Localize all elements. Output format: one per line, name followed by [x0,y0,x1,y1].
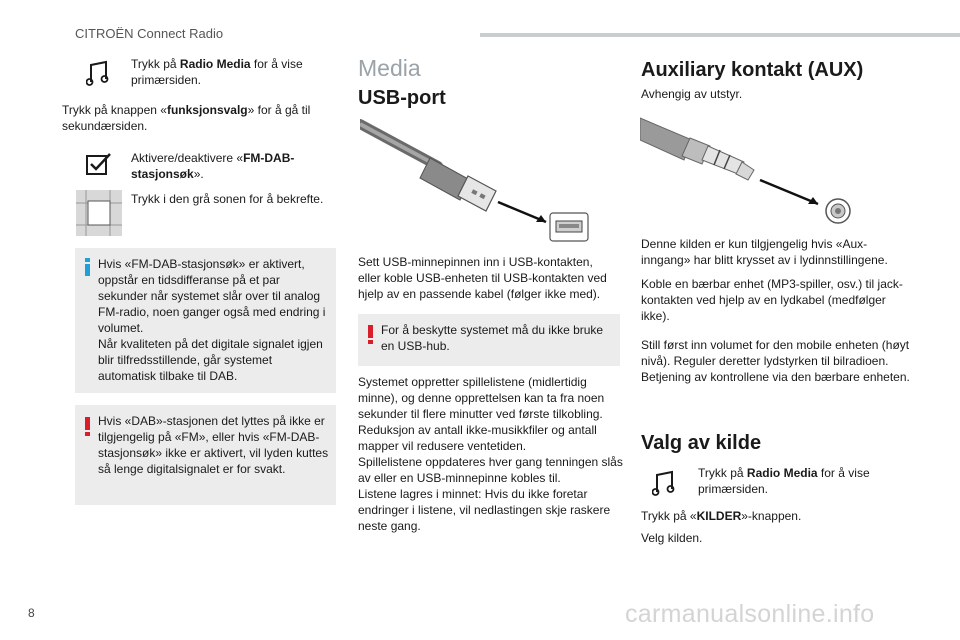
middle-p1: Sett USB-minnepinnen inn i USB-kontakten, eller koble USB-enheten til USB-kontakten ved hjelp av en passende kabel (følger ikke med). [358,255,607,301]
left-p4: Trykk i den grå sonen for å bekrefte. [131,192,324,206]
left-p1: Trykk på Radio Media for å vise primærsiden. [131,57,303,87]
heading-source-select: Valg av kilde [641,432,762,454]
left-p3: Aktivere/deaktivere «FM-DAB-stasjonsøk». [131,151,295,181]
heading-usb-port: USB-port [358,87,446,109]
exclamation-icon [85,417,90,436]
right-p5: Trykk på Radio Media for å vise primærsiden. [698,466,870,496]
music-note-icon [86,60,110,86]
warning-box-middle-text: For å beskytte systemet må du ikke bruke en USB-hub. [381,323,604,353]
right-p6: Trykk på «KILDER»-knappen. [641,509,802,523]
jack-plug-illustration [640,110,855,230]
warning-box-left [75,405,336,505]
right-p7: Velg kilden. [641,531,703,545]
watermark: carmanualsonline.info [625,600,875,628]
section-title-media: Media [358,55,421,81]
right-p4: Still først inn volumet for den mobile enheten (høyt nivå). Reguler deretter lydstyrken til bilradioen. Betjening av kontrollene via den bærbare enheten. [641,338,910,384]
info-icon [85,258,90,276]
page-number: 8 [28,606,35,620]
info-box-text: Hvis «FM-DAB-stasjonsøk» er aktivert, oppstår en tidsdifferanse på et par sekunder når systemet slår over til analog FM-radio, noen ganger også med endring i volumet. Når kvaliteten på det digitale signalet igjen blir tilfredsstillende, går systemet automatisk tilbake til DAB. [98,257,326,383]
header-divider [480,33,960,37]
info-box [75,248,336,393]
heading-aux: Auxiliary kontakt (AUX) [641,59,864,81]
usb-plug-illustration [360,118,592,244]
grid-square-icon [76,190,122,236]
warning-box-middle [358,314,620,366]
music-note-icon [652,470,676,496]
right-p2: Denne kilden er kun tilgjengelig hvis «Aux-inngang» har blitt krysset av i lydinnstillingene. [641,237,888,267]
left-p2: Trykk på knappen «funksjonsvalg» for å gå til sekundærsiden. [62,103,311,133]
exclamation-icon [368,325,373,344]
right-p3: Koble en bærbar enhet (MP3-spiller, osv.) til jack-kontakten ved hjelp av en lydkabel (medfølger ikke). [641,277,903,323]
page-header-title: CITROËN Connect Radio [75,26,224,41]
checkbox-icon [86,152,112,176]
warning-box-left-text: Hvis «DAB»-stasjonen det lyttes på ikke er tilgjengelig på «FM», eller hvis «FM-DAB-stasjonsøk» ikke er aktivert, vil lyden kuttes så lenge digitalsignalet er for svakt. [98,414,329,476]
right-p1: Avhengig av utstyr. [641,87,743,101]
middle-p2: Systemet oppretter spillelistene (midlertidig minne), og denne opprettelsen kan ta fra noen sekunder til flere minutter ved første tilkobling. Reduksjon av antall ikke-musikkfiler og antall mapper vil redusere ventetiden. Spillelistene oppdateres hver gang tenningen slås av eller en USB-minnepinne kobles til. Listene lagres i minnet: Hvis du ikke foretar endringer i listene, vil nedlastingen skje raskere neste gang. [358,375,623,533]
